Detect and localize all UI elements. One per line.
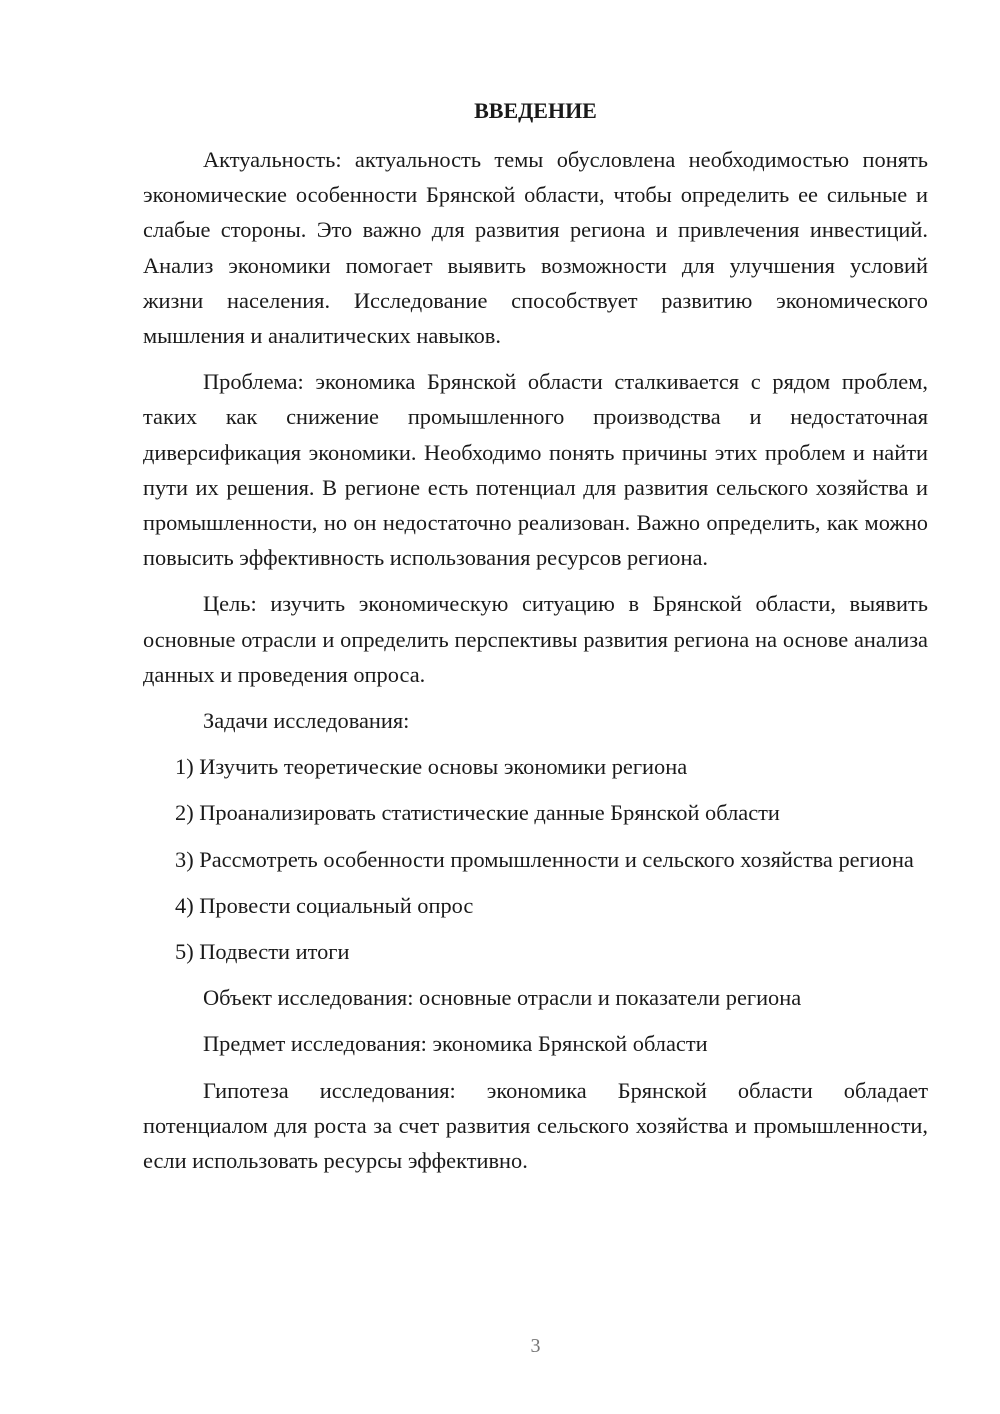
relevance-paragraph: Актуальность: актуальность темы обусловлена необходимостью понять экономические особенности Брянской области, чтобы определить ее сильные и слабые стороны. Это важно для развития региона и привлечения инвестиций. Анализ экономики помогает выявить возможности для улучшения условий жизни населения. Исследование способствует развитию экономического мышления и аналитических навыков. [143,147,928,349]
tasks-heading: Задачи исследования: [203,708,410,734]
subject-paragraph: Предмет исследования: экономика Брянской области [203,1031,708,1057]
goal-paragraph: Цель: изучить экономическую ситуацию в Брянской области, выявить основные отрасли и определить перспективы развития региона на основе анализа данных и проведения опроса. [143,591,928,687]
page-number: 3 [530,1335,541,1357]
task-item: 1) Изучить теоретические основы экономики региона [175,754,688,780]
task-item: 2) Проанализировать статистические данные Брянской области [175,800,780,826]
page-title: ВВЕДЕНИЕ [474,98,597,123]
object-paragraph: Объект исследования: основные отрасли и показатели региона [203,985,802,1011]
task-item: 3) Рассмотреть особенности промышленности и сельского хозяйства региона [175,846,914,872]
problem-paragraph: Проблема: экономика Брянской области сталкивается с рядом проблем, таких как снижение промышленного производства и недостаточная диверсификация экономики. Необходимо понять причины этих проблем и найти пути их решения. В регионе есть потенциал для развития сельского хозяйства и промышленности, но он недостаточно реализован. Важно определить, как можно повысить эффективность использования ресурсов региона. [143,369,928,571]
document-body [143,142,928,1189]
document-page [143,0,928,1414]
task-item: 4) Провести социальный опрос [175,892,474,918]
task-item: 5) Подвести итоги [175,939,350,965]
hypothesis-paragraph: Гипотеза исследования: экономика Брянской области обладает потенциалом для роста за счет развития сельского хозяйства и промышленности, если использовать ресурсы эффективно. [143,1077,928,1174]
